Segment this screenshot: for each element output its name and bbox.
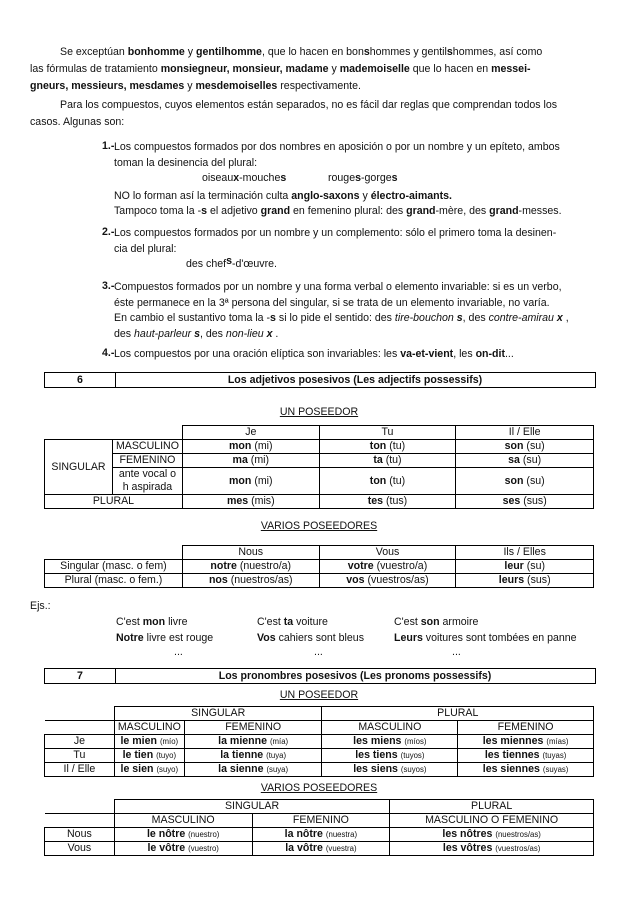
text: (tu) [386,440,406,452]
subheading-varios-poseedores: VARIOS POSEEDORES [260,520,378,532]
text: (vuestros/as) [364,574,429,586]
text: Los compuestos formados por un nombre y un complemento: sólo el primero toma la desinen- [114,227,557,239]
cell [458,735,594,749]
table-row [45,828,594,842]
text: grand [489,205,519,217]
cell [114,763,184,777]
example-1 [116,616,188,628]
text: mademoiselle [339,63,410,75]
text: (sus) [524,574,551,586]
text: s [270,312,276,324]
text: x [263,327,273,340]
header-il-elle: Il / Elle [456,426,594,440]
example-4 [116,632,213,644]
text: messei- [491,63,531,75]
header-masculino: MASCULINO [322,721,458,735]
text: (suya) [266,765,289,774]
text: NO lo forman así la terminación culta [114,189,292,202]
text: (su) [523,474,545,487]
table-header-row [45,707,594,721]
cell [319,468,456,495]
table-row [45,763,594,777]
text: ta [373,454,383,466]
text: des [114,327,135,340]
cell [182,468,319,495]
cell [319,495,456,509]
text: la vôtre [285,842,323,854]
empty-cell [112,426,182,440]
header-singular: SINGULAR [114,707,322,721]
text: notre [210,560,237,572]
header-masculino-o-femenino: MASCULINO O FEMENINO [390,814,594,828]
section-title: Los adjetivos posesivos (Les adjectifs possessifs) [227,374,483,386]
text: y [184,80,196,92]
cell [319,560,456,574]
row-label-femenino: FEMENINO [112,454,182,468]
text: x [233,172,240,184]
text: la nôtre [284,828,323,840]
text: si lo pide el sentido: des [275,312,395,324]
text: tes [367,495,384,507]
rule-3-line-3 [114,311,584,327]
text: (tuyos) [400,751,425,760]
text: Se exceptúan [60,46,128,58]
text: (nuestro) [188,830,220,839]
text: ma [232,454,248,466]
cell [390,828,594,842]
text: (tu) [386,474,406,487]
cell [456,574,594,588]
text: les miennes [482,735,544,747]
table-row [45,749,594,763]
text: -gorge [361,172,392,184]
text: gentilhomme [196,46,262,58]
cell [456,440,594,454]
text: ante vocal o [118,468,177,480]
text: Compuestos formados por un nombre y una forma verbal o elemento invariable: si es un verbo, [114,281,562,293]
section-7-header [44,668,596,684]
text: oiseau [202,172,234,184]
text: vos [346,574,365,586]
text: (mi) [251,474,273,487]
text: les vôtres [442,842,493,854]
empty-cell [45,800,115,814]
text: ta [283,616,294,628]
text: s [391,172,398,184]
text: (míos) [404,737,427,746]
text: (mis) [248,495,275,507]
intro-line-1 [30,44,590,61]
row-label-masculino: MASCULINO [112,440,182,454]
table-row [45,574,594,588]
text: (vuestros/as) [495,844,541,853]
cell [456,560,594,574]
cell [390,842,594,856]
cell [182,440,319,454]
cell [252,828,390,842]
rule-2-body [114,226,584,273]
text: Notre [116,632,144,644]
text: la mienne [218,735,267,747]
text: ses [502,495,521,507]
text: respectivamente. [277,80,361,92]
text: mesdemoiselles [195,80,278,92]
header-plural: PLURAL [390,800,594,814]
text: -d'œuvre. [231,258,277,270]
empty-cell [45,814,115,828]
cell [322,763,458,777]
text: (su) [519,454,542,466]
text: cahiers sont bleus [275,632,364,644]
text: las fórmulas de tratamiento [30,63,161,75]
text: s [453,312,463,324]
text: ton [369,474,387,487]
text: nos [208,574,228,586]
text: hommes, así como [452,46,543,58]
text: Los compuestos por una oración elíptica son invariables: les [114,348,401,360]
ellipsis: ... [174,646,183,658]
header-vous: Vous [319,546,456,560]
table-row [45,468,594,495]
empty-cell [45,721,115,735]
text: son [420,616,440,628]
text: les miens [353,735,402,747]
row-label-singular: SINGULAR [45,440,113,495]
text: livre est rouge [143,632,214,644]
subheading-varios-poseedores: VARIOS POSEEDORES [260,782,378,794]
possessive-pronouns-multi-table [44,799,594,856]
cell [114,749,184,763]
text: C'est [257,616,284,628]
row-label-vous: Vous [45,842,115,856]
header-singular: SINGULAR [114,800,389,814]
text: En cambio el sustantivo toma la - [114,312,271,324]
header-tu: Tu [319,426,456,440]
text: mon [229,440,252,452]
text: sa [508,454,520,466]
header-ils-elles: Ils / Elles [456,546,594,560]
text: -messes. [518,205,562,217]
cell [322,749,458,763]
cell [252,842,390,856]
table-header-row [45,546,594,560]
header-masculino: MASCULINO [114,814,252,828]
table-header-row [45,721,594,735]
row-label-nous: Nous [45,828,115,842]
row-label-tu: Tu [45,749,115,763]
cell [456,495,594,509]
header-femenino: FEMENINO [458,721,594,735]
rule-2-number: 2.- [102,226,115,238]
empty-cell [45,546,183,560]
rule-1-number: 1.- [102,140,115,152]
intro-line-3 [30,78,590,95]
cell [322,735,458,749]
text: y [359,189,371,202]
rule-2-example [114,257,584,273]
text: toman la desinencia del plural: [114,156,258,169]
text: leur [504,560,524,572]
text: leurs [498,574,525,586]
text: le mien [120,735,157,747]
text: (mío) [159,737,179,746]
table-row [45,735,594,749]
text: monsiegneur, monsieur, madame [160,63,329,75]
rule-4-number: 4.- [102,347,115,359]
empty-cell [45,426,113,440]
text: (nuestra) [325,830,358,839]
subheading-un-poseedor: UN POSEEDOR [279,689,359,701]
rule-1-line-4 [114,204,584,220]
rule-3-body [114,280,584,342]
text: el adjetivo [207,205,261,217]
row-label-plural: PLURAL [45,495,183,509]
row-label-plural: Plural (masc. o fem.) [45,574,183,588]
text: contre-amirau [488,312,554,324]
text: (nuestros/as) [495,830,541,839]
text: armoire [439,616,479,628]
text: mes [226,495,249,507]
text: des chef [186,258,227,270]
example-2 [257,616,328,628]
text: voitures sont tombées en panne [422,632,577,644]
text: voiture [293,616,328,628]
text: y [328,63,340,75]
rule-3-number: 3.- [102,280,115,292]
text: en femenino plural: des [290,205,407,217]
rule-1-examples [114,171,584,187]
text: les tiennes [484,749,540,761]
row-label-singular: Singular (masc. o fem) [45,560,183,574]
text: (sus) [520,495,547,507]
table-header-row [45,800,594,814]
row-label-il-elle: Il / Elle [45,763,115,777]
text: mon [142,616,166,628]
possessive-pronouns-table [44,706,594,777]
text: bonhomme [127,46,185,58]
text: , des [462,312,489,324]
example-3 [394,616,478,628]
ellipsis: ... [314,646,323,658]
intro-line-5: casos. Algunas son: [30,116,125,128]
text: anglo-saxons [291,189,360,202]
row-label-ante-vocal [112,468,182,495]
text: les siens [353,763,398,775]
text: (mi) [247,454,270,466]
text: grand [260,205,291,217]
cell [114,842,252,856]
cell [184,749,322,763]
text: livre [165,616,188,628]
examples-label: Ejs.: [30,600,51,612]
table-row [45,842,594,856]
cell [319,574,456,588]
text: les tiens [355,749,398,761]
ellipsis: ... [452,646,461,658]
cell [182,454,319,468]
text: s [201,205,208,217]
row-label-je: Je [45,735,115,749]
text: C'est [116,616,143,628]
text: (suyos) [400,765,427,774]
text: le tien [122,749,154,761]
text: s [191,327,200,340]
text: C'est [394,616,421,628]
table-header-row [45,814,594,828]
example-oiseaux [202,171,286,187]
text: (su) [523,440,545,452]
text: (tuya) [266,751,287,760]
header-femenino: FEMENINO [184,721,322,735]
text: la tienne [220,749,264,761]
section-6-header [44,372,596,388]
cell [319,454,456,468]
text: les siennes [482,763,540,775]
text: (vuestro) [188,844,219,853]
text: haut-parleur [134,327,192,340]
text: son [504,474,524,487]
text: (tu) [382,454,402,466]
text: (mía) [269,737,289,746]
text: (vuestro/a) [373,560,428,572]
text: (suyas) [542,765,569,774]
text: x [553,312,563,324]
cell [182,495,319,509]
cell [456,454,594,468]
text: (tuyas) [542,751,567,760]
intro-line-2 [30,61,590,78]
example-5 [257,632,364,644]
text: on-dit [475,348,505,360]
text: Leurs [394,632,423,644]
text: Tampoco toma la - [114,205,202,217]
header-femenino: FEMENINO [252,814,390,828]
text: électro-aimants. [370,189,452,202]
cell [182,560,319,574]
text: s [363,46,370,58]
text: , les [453,348,476,360]
text: , [562,312,569,324]
text: le sien [120,763,154,775]
table-row [45,495,594,509]
text: , des [200,327,226,340]
text: la sienne [218,763,264,775]
text: le vôtre [147,842,186,854]
subheading-un-poseedor: UN POSEEDOR [279,406,359,418]
text: que lo hacen en [409,63,492,75]
cell [184,735,322,749]
text: hommes y gentil [369,46,447,58]
intro-line-4: Para los compuestos, cuyos elementos están separados, no es fácil dar reglas que comprendan todos los [60,99,558,111]
rule-1-body [114,140,584,220]
text: (vuestra) [325,844,357,853]
text: s [446,46,453,58]
header-je: Je [182,426,319,440]
text: (nuestro/a) [236,560,292,572]
cell [456,468,594,495]
table-header-row [45,426,594,440]
text: grand [406,205,436,217]
section-number: 6 [45,373,116,387]
text: les nôtres [442,828,493,840]
cell [458,763,594,777]
rule-1-line-3 [114,189,584,205]
text: (tuyo) [156,751,177,760]
text: (tus) [383,495,408,507]
cell [184,763,322,777]
table-row [45,440,594,454]
text: ... [504,348,514,360]
rule-4-body [114,347,584,363]
text: (mi) [251,440,273,452]
section-number: 7 [45,669,116,683]
text: s [280,172,287,184]
cell [114,735,184,749]
header-masculino: MASCULINO [114,721,184,735]
cell [114,828,252,842]
table-row [45,454,594,468]
text: -mouche [239,172,281,184]
text: Vos [257,632,276,644]
text: (nuestros/as) [227,574,293,586]
rule-3-line-4 [114,327,584,343]
possessive-adjectives-table [44,425,594,509]
table-row [45,560,594,574]
text: h aspirada [122,481,173,493]
text: votre [347,560,374,572]
text: va-et-vient [400,348,454,360]
text: s [355,172,362,184]
text: mon [229,474,252,487]
text: son [504,440,524,452]
cell [319,440,456,454]
empty-cell [45,707,115,721]
text: rouge [328,172,356,184]
text: le nôtre [146,828,186,840]
text: éste permanece en la 3ª persona del singular, si se trata de un elemento invariable, no varía. [114,296,550,309]
section-title: Los pronombres posesivos (Les pronoms possessifs) [218,670,492,682]
header-nous: Nous [182,546,319,560]
text: s [226,255,232,267]
text: gneurs, messieurs, mesdames [30,80,185,92]
text: cia del plural: [114,242,177,255]
example-6 [394,632,577,644]
cell [458,749,594,763]
text: -mère, des [435,205,490,217]
header-plural: PLURAL [322,707,594,721]
text: (suyo) [156,765,179,774]
text: (mías) [546,737,569,746]
text: non-lieu [225,327,264,340]
text: , que lo hacen en bon [261,46,364,58]
example-rouges [328,171,398,187]
text: (su) [523,560,545,572]
text: ton [369,440,387,452]
text: tire-bouchon [394,312,454,324]
text: . [272,327,279,340]
possessive-adjectives-multi-table [44,545,594,588]
text: y [184,46,197,58]
cell [182,574,319,588]
text: Los compuestos formados por dos nombres en aposición o por un nombre y un epíteto, ambos [114,141,560,153]
